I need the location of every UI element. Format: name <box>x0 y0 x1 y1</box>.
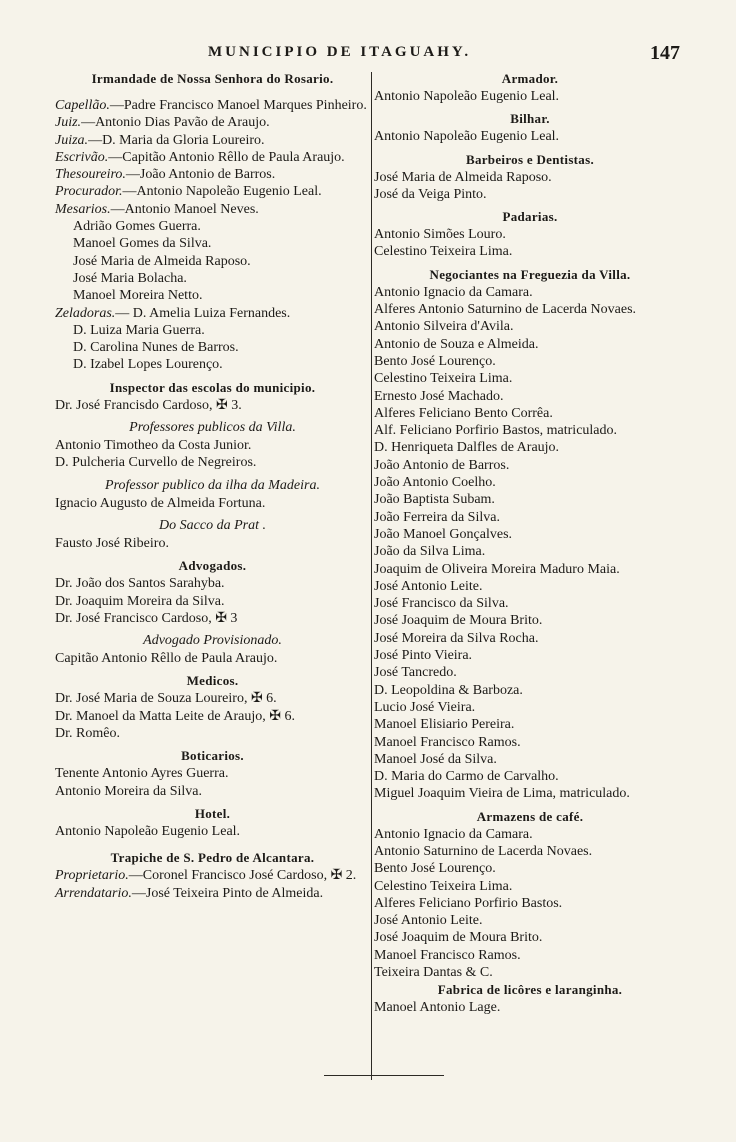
list-item: Dr. Manoel da Matta Leite de Araujo, ✠ 6. <box>55 708 295 724</box>
list-item: José Antonio Leite. <box>374 578 483 594</box>
section-title: Armador. <box>501 71 559 86</box>
section-title: Boticarios. <box>181 748 244 764</box>
section-irmandade <box>55 70 370 374</box>
list-item: Teixeira Dantas & C. <box>374 965 493 981</box>
entry-proprietario <box>55 867 370 884</box>
entry-escrivao <box>55 149 370 166</box>
entry-text: —Padre Francisco Manoel Marques Pinheiro. <box>109 98 367 113</box>
list-item: João da Silva Lima. <box>374 544 486 560</box>
list-item: Bento José Lourenço. <box>374 353 496 369</box>
entry-text: — D. Amelia Luiza Fernandes. <box>115 305 291 321</box>
list-item: Dr. José Francisdo Cardoso, ✠ 3. <box>55 397 242 413</box>
section-hotel <box>55 805 370 840</box>
entry-text: —José Teixeira Pinto de Almeida. <box>131 885 324 901</box>
list-item: Antonio Simões Louro. <box>374 227 506 243</box>
list-item: Tenente Antonio Ayres Guerra. <box>55 766 229 782</box>
list-item: Antonio Napoleão Eugenio Leal. <box>374 129 560 145</box>
role-label: Procurador. <box>55 184 123 200</box>
section-saco <box>55 517 370 552</box>
entry-juiz <box>55 114 370 131</box>
list-item: Bento José Lourenço. <box>374 861 496 877</box>
role-label: Escrivão. <box>55 149 109 165</box>
list-item: Miguel Joaquim Vieira de Lima, matriculado. <box>374 786 630 802</box>
section-subtitle: Professores publicos da Villa. <box>129 420 296 436</box>
section-title: Negociantes na Freguezia da Villa. <box>429 266 631 282</box>
entry-juiza <box>55 132 370 149</box>
section-armazens <box>374 808 686 982</box>
list-item: João Antonio de Barros. <box>374 457 510 473</box>
list-item: José Pinto Vieira. <box>374 648 473 664</box>
section-professores <box>55 419 370 472</box>
list-item: Antonio Napoleão Eugenio Leal. <box>374 89 560 104</box>
list-item: Manoel Elisiario Pereira. <box>374 717 515 733</box>
section-boticarios <box>55 747 370 800</box>
section-bilhar <box>374 110 686 145</box>
section-padarias <box>374 208 686 261</box>
entry-text: —D. Maria da Gloria Loureiro. <box>88 132 265 148</box>
list-item: José da Veiga Pinto. <box>374 186 487 202</box>
entry-text: —Capitão Antonio Rêllo de Paula Araujo. <box>108 149 345 165</box>
armazens-list <box>374 826 686 982</box>
list-item: Dr. João dos Santos Sarahyba. <box>55 576 225 592</box>
list-item: Dr. Joaquim Moreira da Silva. <box>55 593 225 609</box>
section-title: Barbeiros e Dentistas. <box>465 151 595 167</box>
entry-arrendatario <box>55 885 370 902</box>
list-item: Dr. José Maria de Souza Loureiro, ✠ 6. <box>55 691 277 707</box>
section-fabrica <box>374 981 686 1016</box>
list-item: José Francisco da Silva. <box>374 596 509 612</box>
role-label: Juiza. <box>55 132 89 148</box>
role-label: Thesoureiro. <box>55 167 126 183</box>
list-item: Antonio Ignacio da Camara. <box>374 284 533 300</box>
section-negociantes <box>374 266 686 803</box>
list-item: Celestino Teixeira Lima. <box>374 371 513 387</box>
list-item: José Joaquim de Moura Brito. <box>374 930 543 946</box>
section-trapiche <box>55 849 370 902</box>
section-title: Irmandade de Nossa Senhora do Rosario. <box>91 71 334 86</box>
list-item: D. Luiza Maria Guerra. <box>73 322 205 338</box>
section-title: Padarias. <box>502 209 558 225</box>
role-label: Juiz. <box>55 115 82 131</box>
list-item: José Maria de Almeida Raposo. <box>374 169 552 185</box>
list-item: Manoel Francisco Ramos. <box>374 947 521 963</box>
list-item: Lucio José Vieira. <box>374 699 476 715</box>
list-item: Fausto José Ribeiro. <box>55 535 169 551</box>
role-label: Proprietario. <box>55 868 129 884</box>
list-item: Antonio Timotheo da Costa Junior. <box>55 438 252 454</box>
list-item: D. Maria do Carmo de Carvalho. <box>374 769 559 785</box>
section-title: Medicos. <box>186 673 239 689</box>
list-item: Manoel José da Silva. <box>374 751 497 767</box>
list-item: José Joaquim de Moura Brito. <box>374 613 543 629</box>
section-inspector <box>55 379 370 414</box>
list-item: Celestino Teixeira Lima. <box>374 244 513 260</box>
entry-procurador <box>55 183 370 200</box>
list-item: Antonio Moreira da Silva. <box>55 783 202 799</box>
section-title: Advogados. <box>178 558 247 574</box>
section-barbeiros <box>374 151 686 204</box>
section-advogados <box>55 557 370 627</box>
section-medicos <box>55 672 370 742</box>
list-item: José Maria de Almeida Raposo. <box>73 253 251 269</box>
section-title: Armazens de café. <box>476 808 584 824</box>
list-item: Manoel Moreira Netto. <box>73 288 203 304</box>
list-item: Alferes Feliciano Porfirio Bastos. <box>374 895 563 911</box>
list-item: Antonio Saturnino de Lacerda Novaes. <box>374 843 593 859</box>
section-title: Trapiche de S. Pedro de Alcantara. <box>110 850 315 866</box>
entry-text: —Antonio Dias Pavão de Araujo. <box>81 115 270 131</box>
entry-thesoureiro <box>55 166 370 183</box>
list-item: D. Carolina Nunes de Barros. <box>73 340 239 356</box>
section-armador <box>374 70 686 105</box>
page-number: 147 <box>650 42 680 64</box>
list-item: João Ferreira da Silva. <box>374 509 500 525</box>
entry-text: —Antonio Napoleão Eugenio Leal. <box>122 184 322 200</box>
list-item: D. Izabel Lopes Lourenço. <box>73 357 223 373</box>
list-item: Antonio Silveira d'Avila. <box>374 319 514 335</box>
list-item: Alferes Antonio Saturnino de Lacerda Novaes. <box>374 302 637 318</box>
section-title: Bilhar. <box>510 111 550 127</box>
list-item: Joaquim de Oliveira Moreira Maduro Maia. <box>374 561 620 577</box>
list-item: João Antonio Coelho. <box>374 475 496 491</box>
section-subtitle: Professor publico da ilha da Madeira. <box>105 477 320 493</box>
entry-text: —Coronel Francisco José Cardoso, ✠ 2. <box>128 868 357 884</box>
list-item: D. Leopoldina & Barboza. <box>374 682 523 698</box>
list-item: Manoel Francisco Ramos. <box>374 734 521 750</box>
entry-text: —João Antonio de Barros. <box>125 167 276 183</box>
section-title: Fabrica de licôres e laranginha. <box>437 982 623 998</box>
list-item: José Moreira da Silva Rocha. <box>374 630 539 646</box>
left-column <box>55 70 370 902</box>
list-item: Dr. José Francisco Cardoso, ✠ 3 <box>55 610 238 626</box>
entry-capellao <box>55 97 370 114</box>
role-label: Mesarios. <box>55 201 111 217</box>
list-item: Alf. Feliciano Porfirio Bastos, matriculado. <box>374 423 618 439</box>
section-subtitle: Advogado Provisionado. <box>143 633 282 649</box>
footer-rule <box>324 1075 444 1076</box>
section-title: Hotel. <box>194 805 231 821</box>
entry-mesarios <box>55 201 370 218</box>
list-item: José Maria Bolacha. <box>73 270 187 286</box>
list-item: Celestino Teixeira Lima. <box>374 878 513 894</box>
entry-text: —Antonio Manoel Neves. <box>110 201 259 217</box>
list-item: Antonio Ignacio da Camara. <box>374 826 533 842</box>
section-subtitle: Do Sacco da Prat . <box>159 517 266 533</box>
column-divider <box>371 72 372 1080</box>
list-item: Alferes Feliciano Bento Corrêa. <box>374 405 553 421</box>
list-item: Capitão Antonio Rêllo de Paula Araujo. <box>55 651 278 667</box>
list-item: D. Pulcheria Curvello de Negreiros. <box>55 455 257 471</box>
list-item: José Tancredo. <box>374 665 457 681</box>
list-item: Ernesto José Machado. <box>374 388 504 404</box>
list-item: Ignacio Augusto de Almeida Fortuna. <box>55 495 266 511</box>
list-item: Antonio Napoleão Eugenio Leal. <box>55 823 241 839</box>
list-item: Manoel Antonio Lage. <box>374 1000 501 1016</box>
list-item: Antonio de Souza e Almeida. <box>374 336 539 352</box>
entry-zeladoras <box>55 305 370 322</box>
section-provisionado <box>55 632 370 667</box>
list-item: D. Henriqueta Dalfles de Araujo. <box>374 440 560 456</box>
role-label: Arrendatario. <box>55 885 132 901</box>
role-label: Zeladoras. <box>55 305 116 321</box>
list-item: Adrião Gomes Guerra. <box>73 219 201 235</box>
section-title: Inspector das escolas do municipio. <box>109 379 316 395</box>
running-title: MUNICIPIO DE ITAGUAHY. <box>208 44 472 60</box>
right-column <box>374 70 686 1017</box>
list-item: Manoel Gomes da Silva. <box>73 236 212 252</box>
page-header <box>0 44 736 68</box>
list-item: João Manoel Gonçalves. <box>374 526 513 542</box>
list-item: José Antonio Leite. <box>374 913 483 929</box>
negociantes-list <box>374 284 686 803</box>
list-item: João Baptista Subam. <box>374 492 495 508</box>
role-label: Capellão. <box>55 98 110 113</box>
section-professor-ilha <box>55 477 370 512</box>
list-item: Dr. Romêo. <box>55 726 120 742</box>
